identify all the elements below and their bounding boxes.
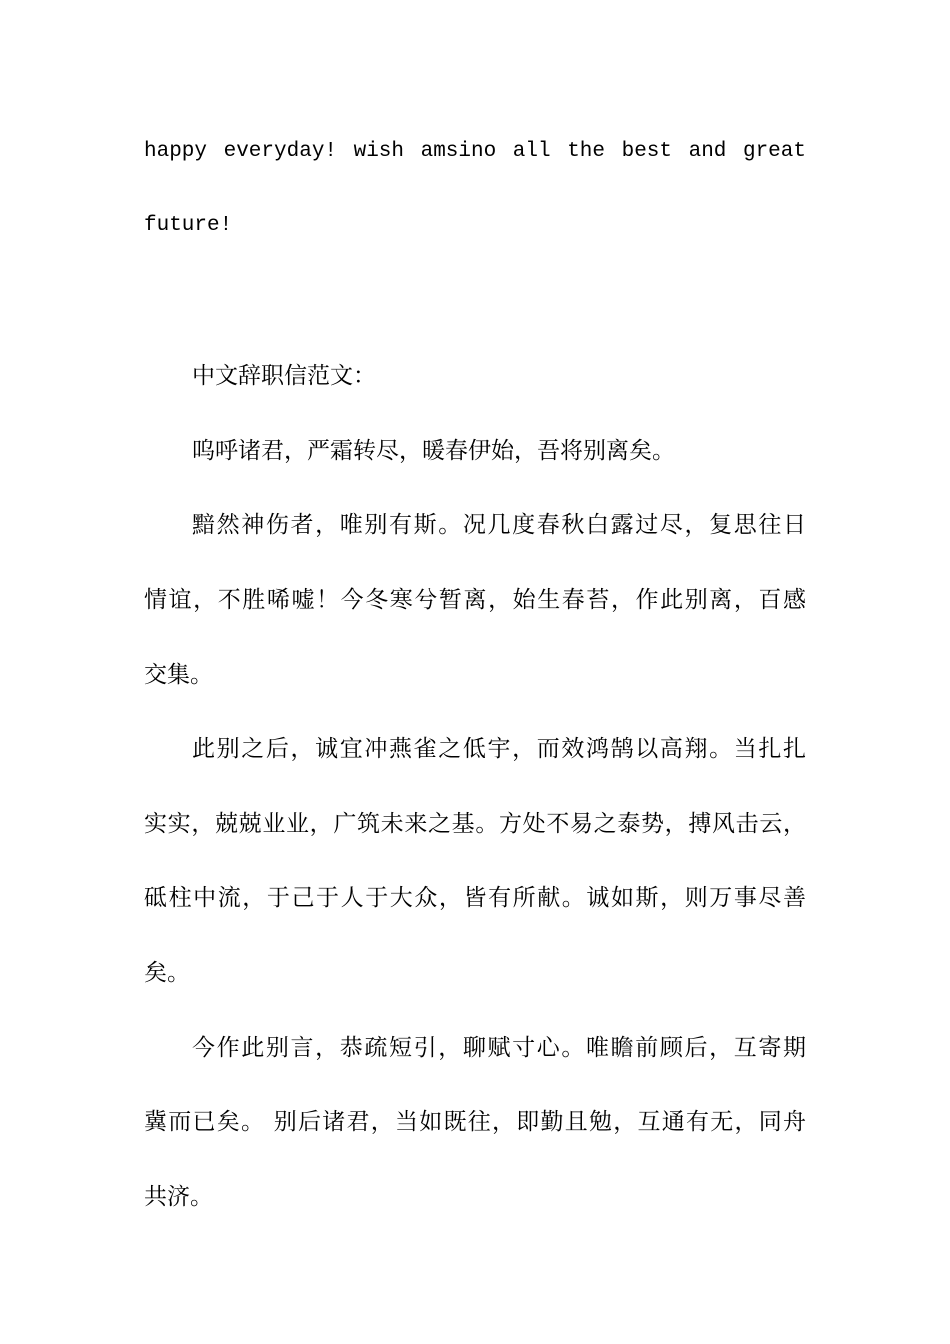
english-line-2: future!: [144, 214, 233, 237]
paragraph-line: 交集。: [144, 662, 213, 688]
english-line-1: happy everyday! wish amsino all the best and great: [144, 140, 806, 163]
paragraph-line: 此别之后，诚宜冲燕雀之低宇，而效鸿鹄以高翔。当扎扎: [192, 736, 806, 762]
paragraph-line: 矣。: [144, 960, 190, 986]
paragraph-line: 黯然神伤者，唯别有斯。况几度春秋白露过尽，复思往日: [192, 512, 806, 538]
paragraph-line: 砥柱中流，于己于人于大众，皆有所献。诚如斯，则万事尽善: [144, 885, 806, 911]
paragraph-line: 呜呼诸君，严霜转尽，暖春伊始，吾将别离矣。: [192, 438, 675, 464]
paragraph-line: 冀而已矣。 别后诸君，当如既往，即勤且勉，互通有无，同舟: [144, 1109, 806, 1135]
section-heading: 中文辞职信范文：: [192, 363, 376, 389]
paragraph-line: 实实，兢兢业业，广筑未来之基。方处不易之泰势，搏风击云，: [144, 811, 806, 837]
paragraph-line: 今作此别言，恭疏短引，聊赋寸心。唯瞻前顾后，互寄期: [192, 1035, 806, 1061]
paragraph-line: 情谊，不胜唏嘘！今冬寒兮暂离，始生春苔，作此别离，百感: [144, 587, 806, 613]
paragraph-line: 共济。: [144, 1184, 213, 1210]
